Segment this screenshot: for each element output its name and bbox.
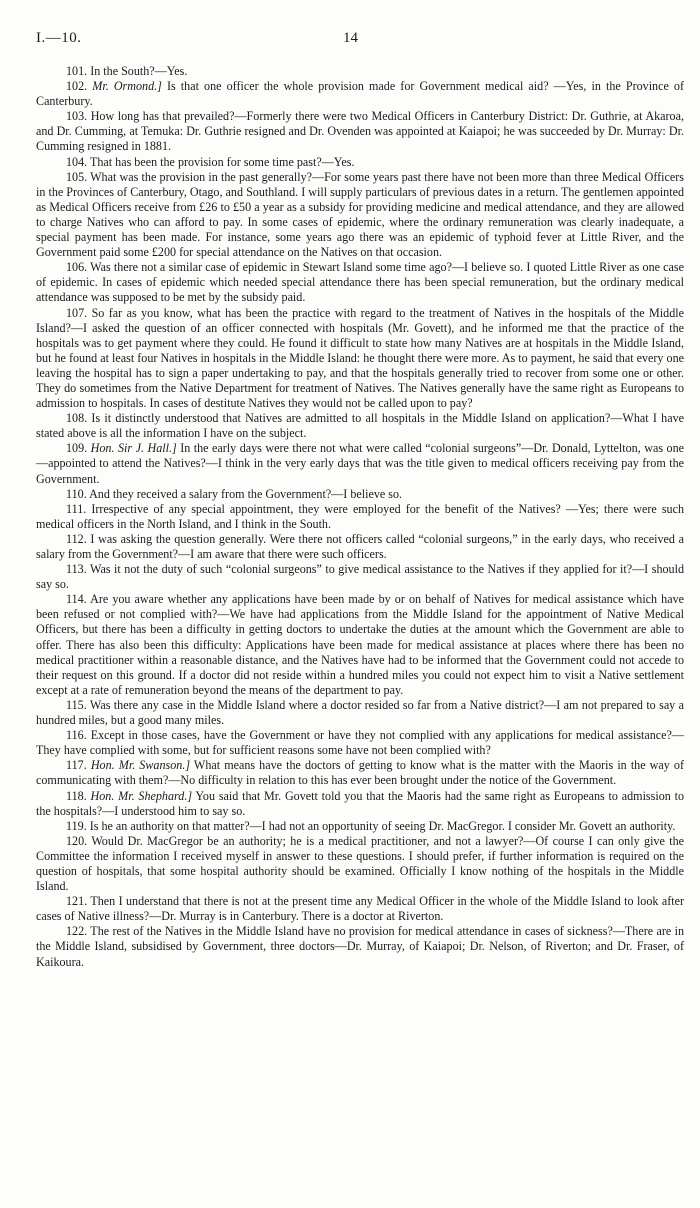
question-paragraph: 109. Hon. Sir J. Hall.] In the early days were there not what were called “colonial surgeons”—Dr. Donald, Lyttelton, was one—appointed to attend the Natives?—I think in the very early days that was the title given to medical officers receiving pay from the Government. <box>36 441 685 486</box>
question-paragraph: 112. I was asking the question generally. Were there not officers called “colonial surgeons,” in the early days, who received a salary from the Government?—I am aware that there were such officers. <box>36 531 684 561</box>
page-number: 14 <box>343 30 358 46</box>
page-header <box>0 30 700 50</box>
question-paragraph: 118. Hon. Mr. Shephard.] You said that Mr. Govett told you that the Maoris had the same right as Europeans to admission to the hospitals?—I understood him to say so. <box>36 788 685 818</box>
question-paragraph: 110. And they received a salary from the Government?—I believe so. <box>66 486 403 501</box>
question-paragraph: 122. The rest of the Natives in the Middle Island have no provision for medical attendance in cases of sickness?—There are in the Middle Island, subsidised by Government, three doctors—Dr. Murray, of Kaiapoi; Dr. Nelson, of Riverton; and Dr. Fraser, of Kaikoura. <box>36 924 684 969</box>
question-paragraph: 120. Would Dr. MacGregor be an authority; he is a medical practitioner, and not a lawyer?—Of course I can only give the Committee the information I received myself in answer to these questions. I should prefer, if further information is required on the question of hospitals, that some hospital authority should be examined. Officially I know nothing of the hospitals in the Middle Island. <box>36 833 684 894</box>
question-paragraph: 117. Hon. Mr. Swanson.] What means have the doctors of getting to know what is the matter with the Maoris in the way of communicating with them?—No difficulty in relation to this has ever been brought under the notice of the Government. <box>36 758 684 788</box>
question-paragraph: 114. Are you aware whether any applications have been made by or on behalf of Natives for medical assistance which have been refused or not complied with?—We have had applications from the Middle Island for the appointment of Native Medical Officers, but there has been a difficulty in getting doctors to undertake the duties at the amount which the Government are able to offer. There has also been this difficulty: Applications have been made for medical assistance at places where there has been no medical practitioner within a reasonable distance, and the Natives have had to be informed that the Government could not accede to their request on this ground. If a doctor did not reside within a hundred miles you could not expect him to visit a Native settlement except at a rate of remuneration beyond the means of the department to pay. <box>36 592 684 697</box>
paper-reference: I.—10. <box>36 30 82 46</box>
question-paragraph: 119. Is he an authority on that matter?—I had not an opportunity of seeing Dr. MacGregor. I consider Mr. Govett an authority. <box>66 818 676 833</box>
question-paragraph: 111. Irrespective of any special appointment, they were employed for the benefit of the Natives? —Yes; there were such medical officers in the North Island, and I think in the South. <box>36 501 684 531</box>
question-paragraph: 107. So far as you know, what has been the practice with regard to the treatment of Natives in the hospitals of the Middle Island?—I asked the question of an officer connected with hospitals (Mr. Govett), and he informed me that the practice of the hospitals was to get payment where they could. He found it difficult to state how many Natives are at hospitals in the Middle Island, but he found at least four Natives in hospitals in the Middle Island: he thought there were more. As to payment, he said that every one leaving the hospital has to sign a paper undertaking to pay, and that the hospitals generally tried to recover from some one or other. They do sometimes from the Native Department for treatment of Natives. The Natives generally have the same right as Europeans to admission to hospitals. In cases of destitute Natives they would not be called upon to pay? <box>36 305 684 411</box>
question-paragraph: 101. In the South?—Yes. <box>66 64 188 78</box>
speaker-name: Mr. Ormond.] <box>92 79 162 94</box>
question-paragraph: 103. How long has that prevailed?—Formerly there were two Medical Officers in Canterbury District: Dr. Guthrie, at Akaroa, and Dr. Cumming, at Temuka: Dr. Guthrie resigned and Dr. Ovenden was appointed at Kaiapoi; he was succeeded by Dr. Murray: Dr. Cumming resigned in 1881. <box>36 109 684 154</box>
speaker-name: Hon. Mr. Shephard.] <box>90 788 193 803</box>
question-paragraph: 102. Mr. Ormond.] Is that one officer the whole provision made for Government medical aid? —Yes, in the Province of Canterbury. <box>36 79 685 109</box>
question-paragraph: 121. Then I understand that there is not at the present time any Medical Officer in the whole of the Middle Island to look after cases of Native illness?—Dr. Murray is in Canterbury. There is a doctor at Riverton. <box>36 894 684 924</box>
evidence-text <box>36 64 684 970</box>
question-paragraph: 108. Is it distinctly understood that Natives are admitted to all hospitals in the Middle Island on application?—What I have stated above is all the information I have on the subject. <box>36 411 684 441</box>
question-paragraph: 105. What was the provision in the past generally?—For some years past there have not been more than three Medical Officers in the Provinces of Canterbury, Otago, and Southland. I will supply particulars of previous dates in a return. The gentlemen appointed as Medical Officers receive from £26 to £50 a year as a subsidy for providing medicine and medical attendance, and they are allowed to charge Natives who can afford to pay. In some cases of epidemic, where the ordinary remuneration was clearly inadequate, a special payment has been made. For instance, some years ago there was an epidemic of typhoid fever at Little River, and the Government paid some £200 for special attendance on the Natives on that occasion. <box>36 169 684 260</box>
question-paragraph: 106. Was there not a similar case of epidemic in Stewart Island some time ago?—I believe so. I quoted Little River as one case of epidemic. In cases of epidemic which needed special attendance there has been special remuneration, but the ordinary medical attendance was supposed to be met by the subsidy paid. <box>36 260 684 305</box>
question-paragraph: 113. Was it not the duty of such “colonial surgeons” to give medical assistance to the Natives if they applied for it?—I should say so. <box>36 562 684 592</box>
question-paragraph: 116. Except in those cases, have the Government or have they not complied with any applications for medical assistance?—They have complied with some, but for sufficient reasons some have not been complied with? <box>36 728 684 758</box>
question-paragraph: 115. Was there any case in the Middle Island where a doctor resided so far from a Native district?—I am not prepared to say a hundred miles, but a good many miles. <box>36 697 684 728</box>
question-paragraph: 104. That has been the provision for some time past?—Yes. <box>66 154 355 169</box>
speaker-name: Hon. Sir J. Hall.] <box>90 441 177 456</box>
speaker-name: Hon. Mr. Swanson.] <box>90 758 191 773</box>
